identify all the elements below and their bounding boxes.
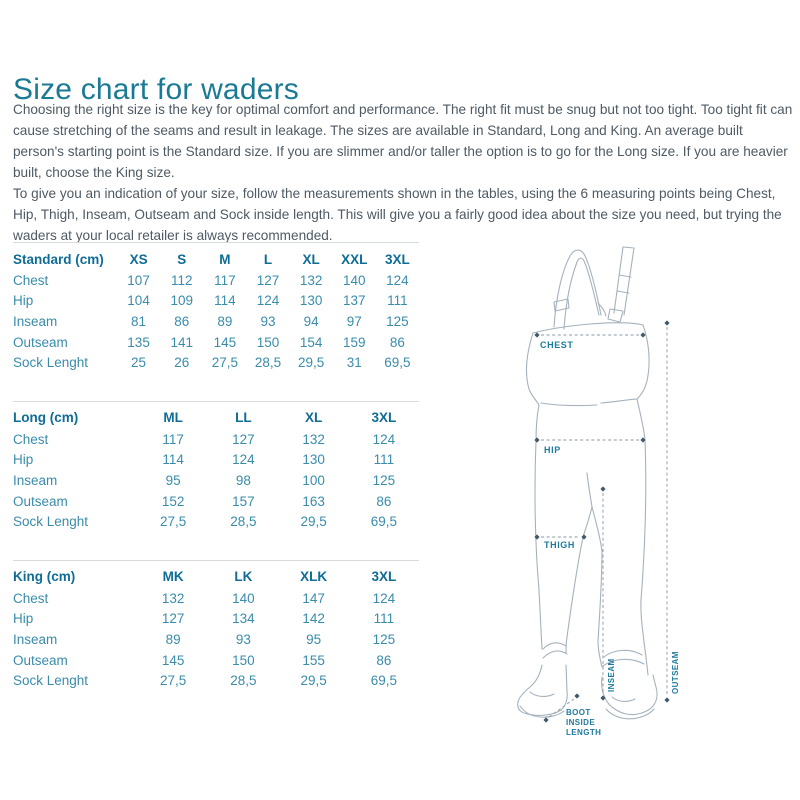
measurement-value-cell: 132 xyxy=(161,590,185,606)
wader-outline xyxy=(526,323,649,675)
measurement-value-cell: 125 xyxy=(372,631,396,647)
outseam-measure-line xyxy=(664,320,669,702)
measurement-value-cell: 134 xyxy=(232,611,255,627)
size-column-header: L xyxy=(263,251,273,267)
measurement-value-cell: 124 xyxy=(386,272,409,288)
measurement-value-cell: 89 xyxy=(165,631,181,647)
hip-label: HIP xyxy=(544,445,561,455)
measurement-label-cell: Outseam xyxy=(13,493,68,509)
measurement-label-cell: Sock Lenght xyxy=(13,355,89,371)
table-row xyxy=(13,450,419,471)
measurement-value-cell: 114 xyxy=(162,452,184,468)
svg-text:BOOT: BOOT xyxy=(566,708,591,717)
measurement-value-cell: 81 xyxy=(131,313,147,329)
size-column-header: 3XL xyxy=(371,410,397,426)
measurement-value-cell: 86 xyxy=(376,652,392,668)
measurement-value-cell: 140 xyxy=(343,272,366,288)
measurement-value-cell: 124 xyxy=(256,293,280,309)
intro-paragraph-2: To give you an indication of your size, follow the measurements shown in the tables, using the 6 measuring points being Chest, Hip, Thigh, Inseam, Outseam and Sock inside length. This will give you a fairly good idea about the size you need, but trying the waders at your local retailer is always recommended. xyxy=(13,186,782,243)
measurement-value-cell: 107 xyxy=(127,272,150,288)
long-size-table xyxy=(13,401,419,532)
table-title-cell: Long (cm) xyxy=(13,410,79,426)
measurement-value-cell: 95 xyxy=(306,631,322,647)
measurement-value-cell: 132 xyxy=(299,272,323,288)
table-row xyxy=(13,491,419,512)
measurement-value-cell: 145 xyxy=(213,334,237,350)
king-size-table xyxy=(13,560,419,691)
table-title-cell: Standard (cm) xyxy=(13,251,104,267)
size-column-header: MK xyxy=(162,569,184,585)
measurement-value-cell: 130 xyxy=(299,293,323,309)
measurement-value-cell: 125 xyxy=(386,313,409,329)
measurement-value-cell: 95 xyxy=(165,472,181,488)
measurement-value-cell: 104 xyxy=(127,293,150,309)
measurement-value-cell: 124 xyxy=(232,452,255,468)
outseam-label: OUTSEAM xyxy=(671,651,680,694)
size-column-header: 3XL xyxy=(385,251,410,267)
measurement-value-cell: 117 xyxy=(162,431,184,447)
size-column-header: S xyxy=(177,251,187,267)
measurement-value-cell: 26 xyxy=(174,355,190,371)
measurement-value-cell: 97 xyxy=(346,313,362,329)
table-row xyxy=(13,609,419,630)
measurement-value-cell: 89 xyxy=(217,313,233,329)
measurement-value-cell: 109 xyxy=(170,293,193,309)
measurement-value-cell: 137 xyxy=(343,293,366,309)
chest-measure-line xyxy=(534,332,645,337)
measurement-value-cell: 93 xyxy=(260,313,276,329)
table-title-cell: King (cm) xyxy=(13,569,76,585)
measurement-label-cell: Inseam xyxy=(13,313,58,329)
measurement-value-cell: 154 xyxy=(299,334,323,350)
size-column-header: LL xyxy=(235,410,252,426)
table-row xyxy=(13,352,419,373)
measurement-value-cell: 127 xyxy=(161,611,185,627)
measurement-value-cell: 28,5 xyxy=(254,355,282,371)
size-column-header: XLK xyxy=(300,569,328,585)
suspenders-sketch xyxy=(554,247,634,329)
measurement-label-cell: Sock Lenght xyxy=(13,514,89,530)
measurement-value-cell: 112 xyxy=(170,272,193,288)
thigh-label: THIGH xyxy=(544,540,575,550)
thigh-measure-line xyxy=(534,534,586,539)
measurement-value-cell: 141 xyxy=(170,334,193,350)
table-row xyxy=(13,670,419,691)
size-tables xyxy=(13,242,419,719)
measurement-value-cell: 29,5 xyxy=(300,514,327,530)
standard-size-table xyxy=(13,242,419,373)
measurement-value-cell: 127 xyxy=(256,272,280,288)
measurement-value-cell: 86 xyxy=(376,493,392,509)
svg-text:LENGTH: LENGTH xyxy=(566,728,602,737)
measurement-label-cell: Hip xyxy=(13,611,34,627)
ankle-cuff-lines xyxy=(543,643,644,666)
measurement-value-cell: 86 xyxy=(389,334,405,350)
measurement-label-cell: Inseam xyxy=(13,631,58,647)
measurement-value-cell: 127 xyxy=(232,431,255,447)
table-row xyxy=(13,629,419,650)
measurement-value-cell: 25 xyxy=(131,355,147,371)
table-header-row xyxy=(13,560,419,588)
table-row xyxy=(13,311,419,332)
measurement-label-cell: Hip xyxy=(13,293,34,309)
measurement-value-cell: 28,5 xyxy=(230,673,257,689)
measurement-value-cell: 114 xyxy=(214,293,236,309)
measurement-value-cell: 135 xyxy=(127,334,150,350)
size-column-header: 3XL xyxy=(371,569,397,585)
measurement-value-cell: 69,5 xyxy=(370,673,398,689)
measurement-value-cell: 93 xyxy=(235,631,251,647)
size-column-header: XL xyxy=(302,251,320,267)
wader-measurement-diagram xyxy=(510,245,800,765)
measurement-value-cell: 27,5 xyxy=(159,673,187,689)
measurement-label-cell: Chest xyxy=(13,431,49,447)
size-column-header: ML xyxy=(163,410,183,426)
measurement-value-cell: 69,5 xyxy=(384,355,411,371)
measurement-value-cell: 159 xyxy=(343,334,366,350)
size-column-header: LK xyxy=(234,569,253,585)
table-row xyxy=(13,332,419,353)
measurement-value-cell: 130 xyxy=(302,452,325,468)
measurement-value-cell: 147 xyxy=(302,590,325,606)
hip-measure-line xyxy=(534,437,645,442)
measurement-value-cell: 140 xyxy=(232,590,255,606)
measurement-label-cell: Sock Lenght xyxy=(13,673,89,689)
measurement-value-cell: 29,5 xyxy=(300,673,327,689)
table-header-row xyxy=(13,401,419,429)
inseam-label: INSEAM xyxy=(607,658,616,692)
measurement-value-cell: 69,5 xyxy=(370,514,398,530)
measurement-value-cell: 27,5 xyxy=(211,355,238,371)
measurement-value-cell: 111 xyxy=(387,293,408,309)
measurement-value-cell: 145 xyxy=(161,652,185,668)
measurement-value-cell: 94 xyxy=(303,313,319,329)
measurement-value-cell: 152 xyxy=(161,493,185,509)
intro-text xyxy=(13,99,794,246)
measurement-label-cell: Hip xyxy=(13,452,34,468)
chest-label: CHEST xyxy=(540,340,574,350)
table-row xyxy=(13,650,419,671)
measurement-value-cell: 150 xyxy=(256,334,280,350)
measurement-value-cell: 125 xyxy=(372,472,396,488)
table-row xyxy=(13,588,419,609)
size-column-header: M xyxy=(219,251,231,267)
measurement-value-cell: 27,5 xyxy=(159,514,187,530)
boot-inside-length-label xyxy=(566,708,601,737)
measurement-label-cell: Chest xyxy=(13,590,49,606)
measurement-value-cell: 28,5 xyxy=(230,514,257,530)
intro-paragraph-1: Choosing the right size is the key for optimal comfort and performance. The right fit must be snug but not too tight. Too tight fit can cause stretching of the seams and result in leakage. The sizes are available in Standard, Long and King. An average built person's starting point is the Standard size. If you are slimmer and/or taller the option is to go for the Long size. If you are heavier built, choose the King size. xyxy=(13,102,793,180)
measurement-value-cell: 150 xyxy=(232,652,255,668)
size-column-header: XXL xyxy=(341,251,368,267)
table-row xyxy=(13,470,419,491)
measurement-value-cell: 155 xyxy=(302,652,325,668)
table-row xyxy=(13,291,419,312)
measurement-value-cell: 31 xyxy=(346,355,362,371)
measurement-value-cell: 163 xyxy=(302,493,325,509)
measurement-value-cell: 111 xyxy=(373,452,395,468)
table-row xyxy=(13,429,419,450)
page-title: Size chart for waders xyxy=(13,73,299,107)
size-column-header: XL xyxy=(304,410,323,426)
measurement-value-cell: 132 xyxy=(302,431,325,447)
measurement-value-cell: 100 xyxy=(302,472,325,488)
measurement-label-cell: Inseam xyxy=(13,472,58,488)
svg-text:INSIDE: INSIDE xyxy=(566,718,596,727)
measurement-label-cell: Chest xyxy=(13,272,49,288)
measurement-value-cell: 86 xyxy=(174,313,190,329)
measurement-value-cell: 124 xyxy=(372,431,396,447)
measurement-label-cell: Outseam xyxy=(13,652,68,668)
measurement-value-cell: 157 xyxy=(232,493,255,509)
measurement-value-cell: 142 xyxy=(302,611,325,627)
measurement-label-cell: Outseam xyxy=(13,334,68,350)
measurement-value-cell: 98 xyxy=(235,472,251,488)
size-column-header: XS xyxy=(129,251,148,267)
measurement-value-cell: 29,5 xyxy=(297,355,325,371)
table-row xyxy=(13,511,419,532)
measurement-value-cell: 111 xyxy=(373,611,395,627)
table-header-row xyxy=(13,243,419,271)
measurement-value-cell: 124 xyxy=(372,590,396,606)
table-row xyxy=(13,270,419,291)
measurement-value-cell: 117 xyxy=(214,272,236,288)
